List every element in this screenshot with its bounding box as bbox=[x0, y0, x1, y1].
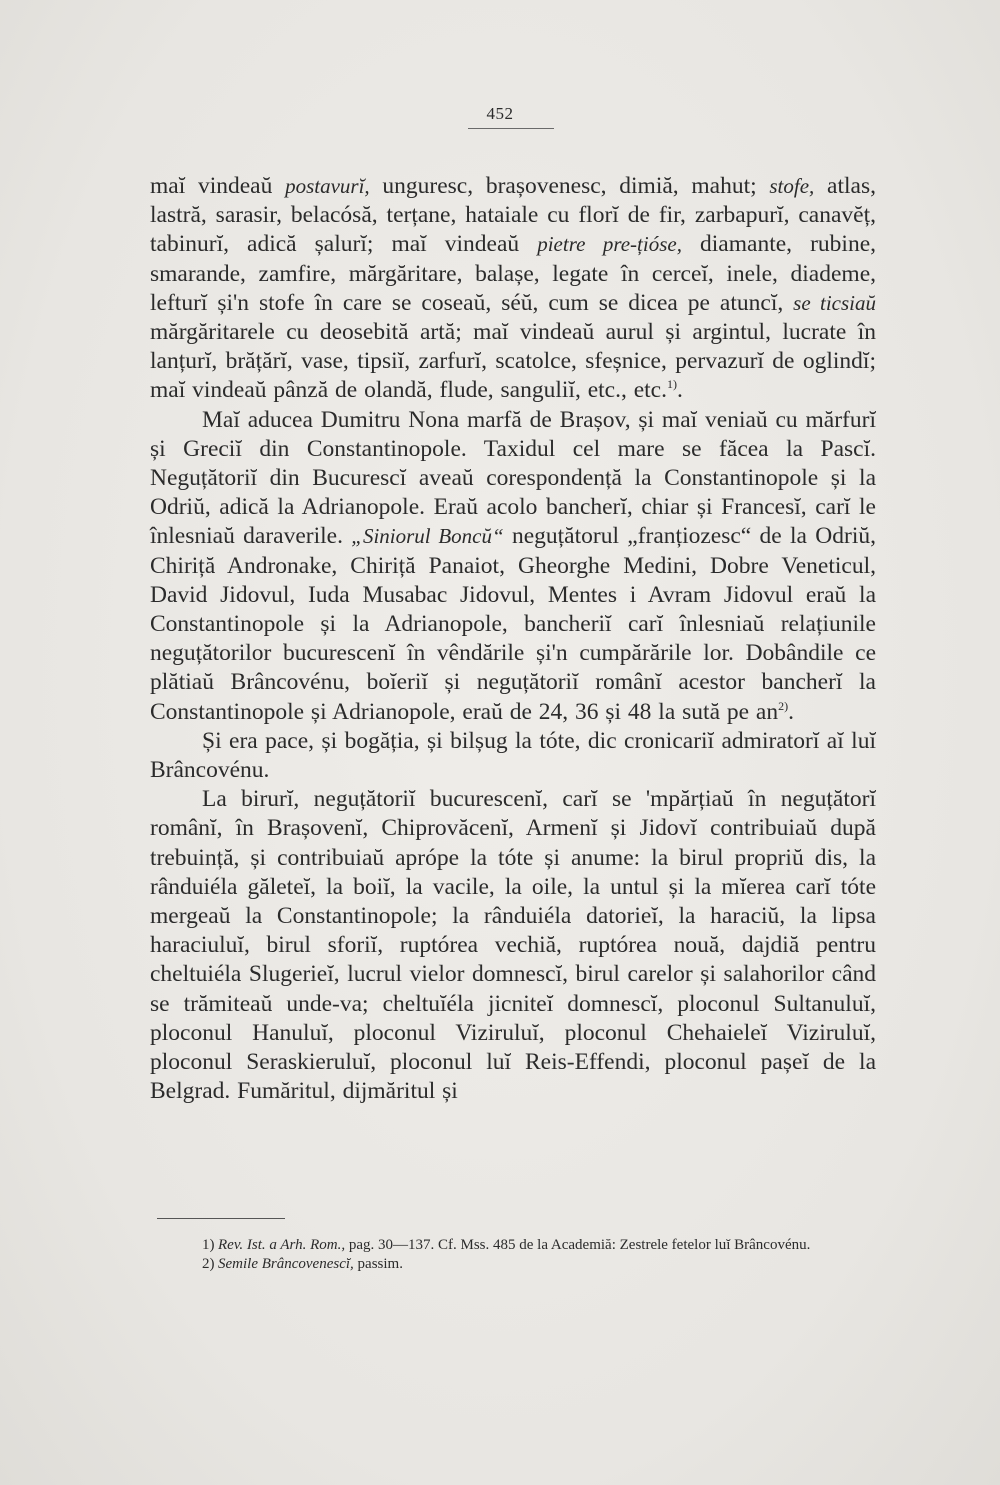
footnote-number: 2) bbox=[202, 1256, 215, 1272]
italic-text: se ticsiaŭ bbox=[793, 290, 876, 315]
text-run: pag. 30—137. Cf. Mss. 485 de la Academiă: Zestrele fetelor luĭ Brâncovénu. bbox=[345, 1237, 811, 1253]
page-number-rule bbox=[468, 128, 554, 129]
text-run: La birurĭ, neguțătoriĭ bucurescenĭ, carĭ se 'mpărțiaŭ în neguțătorĭ românĭ, în Brașovenĭ, Chiprovăcenĭ, Armenĭ și Jidovĭ contribuiaŭ după trebuință, și contribuiaŭ aprópe la tóte și anume: la birul propriŭ dis, la rânduiéla găleteĭ, la boiĭ, la vacile, la oile, la untul și la mĭerea carĭ tóte mergeaŭ la Constantinopole; la rânduiéla datorieĭ, la haraciŭ, la lipsa haraciuluĭ, birul sforiĭ, ruptórea vechiă, ruptórea nouă, dajdiă pentru cheltuiéla Slugerieĭ, lucrul vielor domnescĭ, birul carelor și salahorilor când se trămiteaŭ unde-va; cheltuĭéla jicniteĭ domnescĭ, ploconul Sultanuluĭ, ploconul Hanuluĭ, ploconul Viziruluĭ, ploconul Chehaieleĭ Viziruluĭ, ploconul Seraskieruluĭ, ploconul luĭ Reis-Effendi, ploconul pașeĭ de la Belgrad. Fumăritul, dijmăritul și bbox=[150, 786, 876, 1105]
footnote bbox=[162, 1255, 878, 1274]
text-run: passim. bbox=[353, 1256, 403, 1272]
italic-text: pietre pre-țióse, bbox=[537, 232, 682, 257]
text-run: Și era pace, și bogăția, și bilșug la tóte, dic cronicariĭ admiratorĭ aĭ luĭ Brâncovénu. bbox=[150, 727, 876, 784]
italic-text: Rev. Ist. a Arh. Rom., bbox=[218, 1237, 346, 1253]
paragraph bbox=[150, 785, 876, 1106]
italic-text: postavurĭ, bbox=[285, 174, 370, 198]
italic-text: Semile Brâncovenescĭ, bbox=[218, 1256, 354, 1272]
page-number: 452 bbox=[486, 104, 514, 123]
text-run: . bbox=[676, 377, 683, 404]
text-run: mărgăritarele cu deosebită artă; maĭ vindeaŭ aurul și argintul, lucrate în lanțurĭ, brățărĭ, vase, tipsiĭ, zarfurĭ, scatolce, sfeșnice, pervazurĭ de oglindĭ; maĭ vindeaŭ pânză de olandă, flude, sanguliĭ, etc., etc. bbox=[150, 319, 876, 404]
text-run: atlas, lastră, sarasir, belacósă, terțane, hataiale cu florĭ de fir, zarbapurĭ, canavĕț, tabinurĭ, adică șalurĭ; maĭ vindeaŭ bbox=[150, 173, 876, 258]
italic-text: stofe, bbox=[769, 174, 815, 198]
footnote-reference: 1) bbox=[666, 377, 677, 392]
text-run: Maĭ aducea Dumitru Nona marfă de Brașov, și maĭ veniaŭ cu mărfurĭ și Greciĭ din Constantinopole. Taxidul cel mare se făcea la Pascĭ. Neguțătoriĭ din Bucurescĭ aveaŭ corespondență la Constantinopole și la Odriŭ, adică la Adrianopole. Eraŭ acolo bancherĭ, chiar și Francesĭ, carĭ le înlesniaŭ daraverile. bbox=[150, 406, 876, 550]
text-run: neguțătorul „franțiozesc“ de la Odriŭ, Chiriță Andronake, Chiriță Panaiot, Gheorghe Medini, Dobre Veneticul, David Jidovul, Iuda Musabac Jidovul, Mentes i Avram Jidovul eraŭ la Constantinopole și la Adrianopole, bancheriĭ carĭ înlesniaŭ relațiunile neguțătorilor bucurescenĭ în vêndările și'n cumpărările lor. Dobândile ce plătiaŭ Brâncovénu, boĭeriĭ și neguțătoriĭ românĭ acestor bancherĭ la Constantinopole și Adrianopole, eraŭ de 24, 36 și 48 la sută pe an bbox=[150, 523, 877, 725]
paragraph bbox=[150, 172, 876, 406]
text-run: . bbox=[788, 698, 794, 725]
text-run: diamante, rubine, smarande, zamfire, mărgăritare, balașe, legate în cerceĭ, inele, diademe, lefturĭ și'n stofe în care se coseaŭ, séŭ, cum se dicea pe atuncĭ, bbox=[150, 231, 876, 316]
footnotes bbox=[162, 1236, 878, 1274]
footnote bbox=[162, 1236, 878, 1255]
text-run: unguresc, brașovenesc, dimiă, mahut; bbox=[369, 173, 770, 199]
footnote-rule bbox=[157, 1218, 285, 1219]
italic-text: „Siniorul Boncŭ“ bbox=[351, 524, 504, 549]
text-run: maĭ vindeaŭ bbox=[150, 173, 286, 199]
body-text bbox=[150, 172, 876, 1107]
paragraph bbox=[150, 727, 876, 785]
footnote-reference: 2) bbox=[778, 698, 789, 713]
paragraph bbox=[150, 406, 876, 727]
footnote-number: 1) bbox=[202, 1237, 215, 1253]
